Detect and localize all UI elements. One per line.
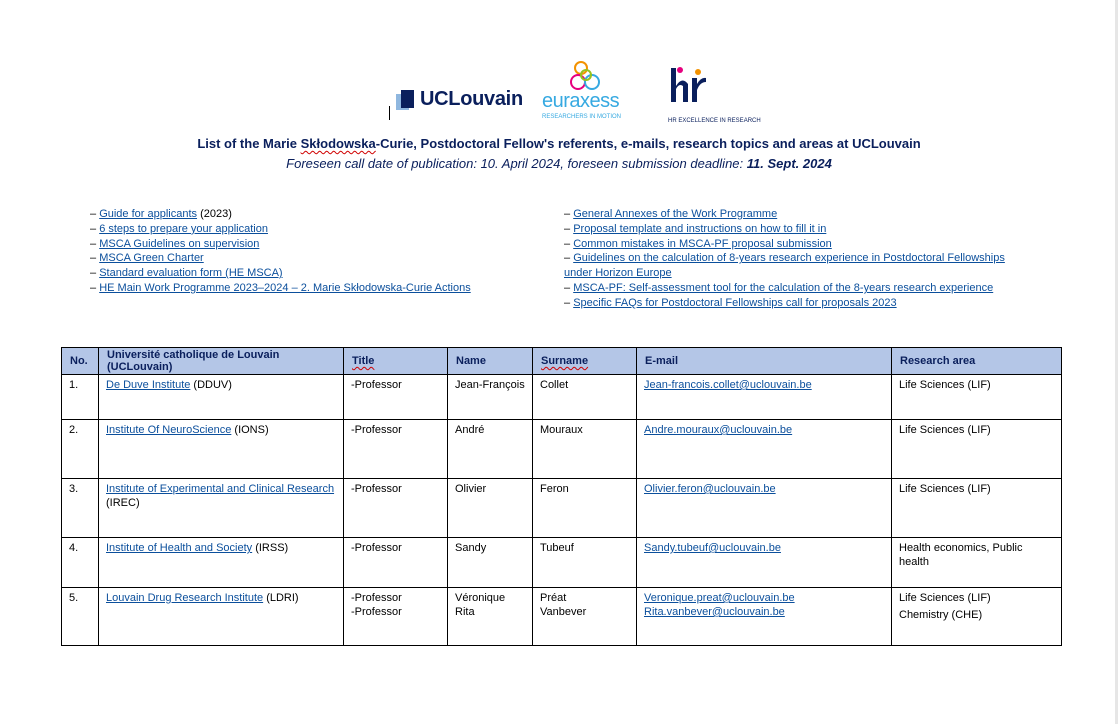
email-link[interactable]: Andre.mouraux@uclouvain.be bbox=[644, 424, 793, 436]
list-item: – HE Main Work Programme 2023–2024 – 2. Marie Skłodowska-Curie Actions bbox=[90, 281, 471, 294]
table-row: 5. Louvain Drug Research Institute (LDRI) -Professor -Professor Véronique Rita Préat Vanbever Veronique.preat@uclouvain.be Rita.vanbever@uclouvain.be Life Sciences (LIF) Chemistry (CHE) bbox=[62, 588, 1062, 646]
link-general-annexes[interactable]: General Annexes of the Work Programme bbox=[573, 208, 778, 220]
list-item: – Guide for applicants (2023) bbox=[90, 208, 232, 220]
link-self-assessment-tool[interactable]: MSCA-PF: Self-assessment tool for the calculation of the 8-years research experience bbox=[573, 281, 994, 294]
list-item: – MSCA Green Charter bbox=[90, 252, 204, 265]
header-university: Université catholique de Louvain (UCLouvain) bbox=[99, 348, 344, 375]
header-no: No. bbox=[62, 348, 99, 375]
uclouvain-mark-icon bbox=[396, 90, 416, 110]
uclouvain-logo-text: UCLouvain bbox=[420, 88, 523, 110]
list-item: – Common mistakes in MSCA-PF proposal submission bbox=[564, 237, 832, 250]
link-msca-green-charter[interactable]: MSCA Green Charter bbox=[99, 252, 204, 265]
euraxess-tagline: RESEARCHERS IN MOTION bbox=[542, 114, 622, 120]
page-subtitle: Foreseen call date of publication: 10. April 2024, foreseen submission deadline: 11. Sept. 2024 bbox=[286, 156, 832, 171]
euraxess-rings-icon bbox=[570, 60, 610, 94]
list-item: – Standard evaluation form (HE MSCA) bbox=[90, 267, 283, 280]
email-link[interactable]: Olivier.feron@uclouvain.be bbox=[644, 483, 776, 495]
institute-link[interactable]: Louvain Drug Research Institute bbox=[106, 592, 264, 604]
email-link[interactable]: Sandy.tubeuf@uclouvain.be bbox=[644, 542, 781, 554]
email-link[interactable]: Rita.vanbever@uclouvain.be bbox=[644, 606, 785, 618]
institute-link[interactable]: Institute of Experimental and Clinical Research bbox=[106, 483, 335, 495]
link-guide-for-applicants[interactable]: Guide for applicants bbox=[99, 208, 198, 220]
list-item: – MSCA-PF: Self-assessment tool for the calculation of the 8-years research experience bbox=[564, 281, 994, 294]
link-guidelines-8-years-cont[interactable]: under Horizon Europe bbox=[564, 267, 672, 280]
link-specific-faqs[interactable]: Specific FAQs for Postdoctoral Fellowships call for proposals 2023 bbox=[573, 296, 897, 309]
table-row: 3. Institute of Experimental and Clinical Research (IREC) -Professor Olivier Feron Olivier.feron@uclouvain.be Life Sciences (LIF) bbox=[62, 479, 1062, 538]
list-item: – Specific FAQs for Postdoctoral Fellowships call for proposals 2023 bbox=[564, 296, 897, 309]
institute-link[interactable]: De Duve Institute bbox=[106, 379, 191, 391]
table-row: 1. De Duve Institute (DDUV) -Professor Jean-François Collet Jean-francois.collet@uclouvain.be Life Sciences (LIF) bbox=[62, 375, 1062, 420]
institute-link[interactable]: Institute Of NeuroScience bbox=[106, 424, 232, 436]
list-item: – General Annexes of the Work Programme bbox=[564, 208, 778, 220]
euraxess-logo bbox=[542, 58, 634, 124]
header-name: Name bbox=[448, 348, 533, 375]
hr-logo-text: HR EXCELLENCE IN RESEARCH bbox=[668, 118, 761, 124]
table-row: 4. Institute of Health and Society (IRSS) -Professor Sandy Tubeuf Sandy.tubeuf@uclouvain.be Health economics, Public health bbox=[62, 538, 1062, 588]
link-standard-evaluation-form[interactable]: Standard evaluation form (HE MSCA) bbox=[99, 267, 283, 280]
link-he-main-work-programme[interactable]: HE Main Work Programme 2023–2024 – 2. Marie Skłodowska-Curie Actions bbox=[99, 281, 471, 294]
logo-bar bbox=[390, 58, 761, 128]
euraxess-word: euraxess bbox=[542, 90, 620, 112]
list-item bbox=[564, 266, 1005, 281]
email-link[interactable]: Jean-francois.collet@uclouvain.be bbox=[644, 379, 812, 391]
uclouvain-logo bbox=[396, 88, 523, 111]
header-surname: Surname bbox=[533, 348, 637, 375]
list-item: – MSCA Guidelines on supervision bbox=[90, 237, 260, 250]
page-title: List of the Marie Skłodowska-Curie, Postdoctoral Fellow's referents, e-mails, research topics and areas at UCLouvain bbox=[197, 136, 921, 151]
list-item: – 6 steps to prepare your application bbox=[90, 222, 268, 235]
header-research-area: Research area bbox=[892, 348, 1062, 375]
links-left-column bbox=[90, 207, 471, 296]
link-guidelines-8-years[interactable]: Guidelines on the calculation of 8-years research experience in Postdoctoral Fellowships bbox=[573, 252, 1005, 265]
hr-excellence-logo bbox=[668, 62, 761, 126]
hr-logo-icon bbox=[668, 62, 712, 106]
link-6-steps[interactable]: 6 steps to prepare your application bbox=[99, 222, 268, 235]
links-right-column bbox=[564, 207, 1005, 311]
link-proposal-template[interactable]: Proposal template and instructions on how to fill it in bbox=[573, 222, 827, 235]
table-row: 2. Institute Of NeuroScience (IONS) -Professor André Mouraux Andre.mouraux@uclouvain.be Life Sciences (LIF) bbox=[62, 420, 1062, 479]
institute-link[interactable]: Institute of Health and Society bbox=[106, 542, 253, 554]
header-title: Title bbox=[344, 348, 448, 375]
referents-table bbox=[61, 347, 1062, 646]
header-email: E-mail bbox=[637, 348, 892, 375]
email-link[interactable]: Veronique.preat@uclouvain.be bbox=[644, 592, 795, 604]
table-header-row bbox=[62, 348, 1062, 375]
list-item: – Proposal template and instructions on how to fill it in bbox=[564, 222, 827, 235]
list-item: – Guidelines on the calculation of 8-years research experience in Postdoctoral Fellowships bbox=[564, 252, 1005, 265]
link-msca-guidelines-supervision[interactable]: MSCA Guidelines on supervision bbox=[99, 237, 260, 250]
link-common-mistakes[interactable]: Common mistakes in MSCA-PF proposal submission bbox=[573, 237, 832, 250]
